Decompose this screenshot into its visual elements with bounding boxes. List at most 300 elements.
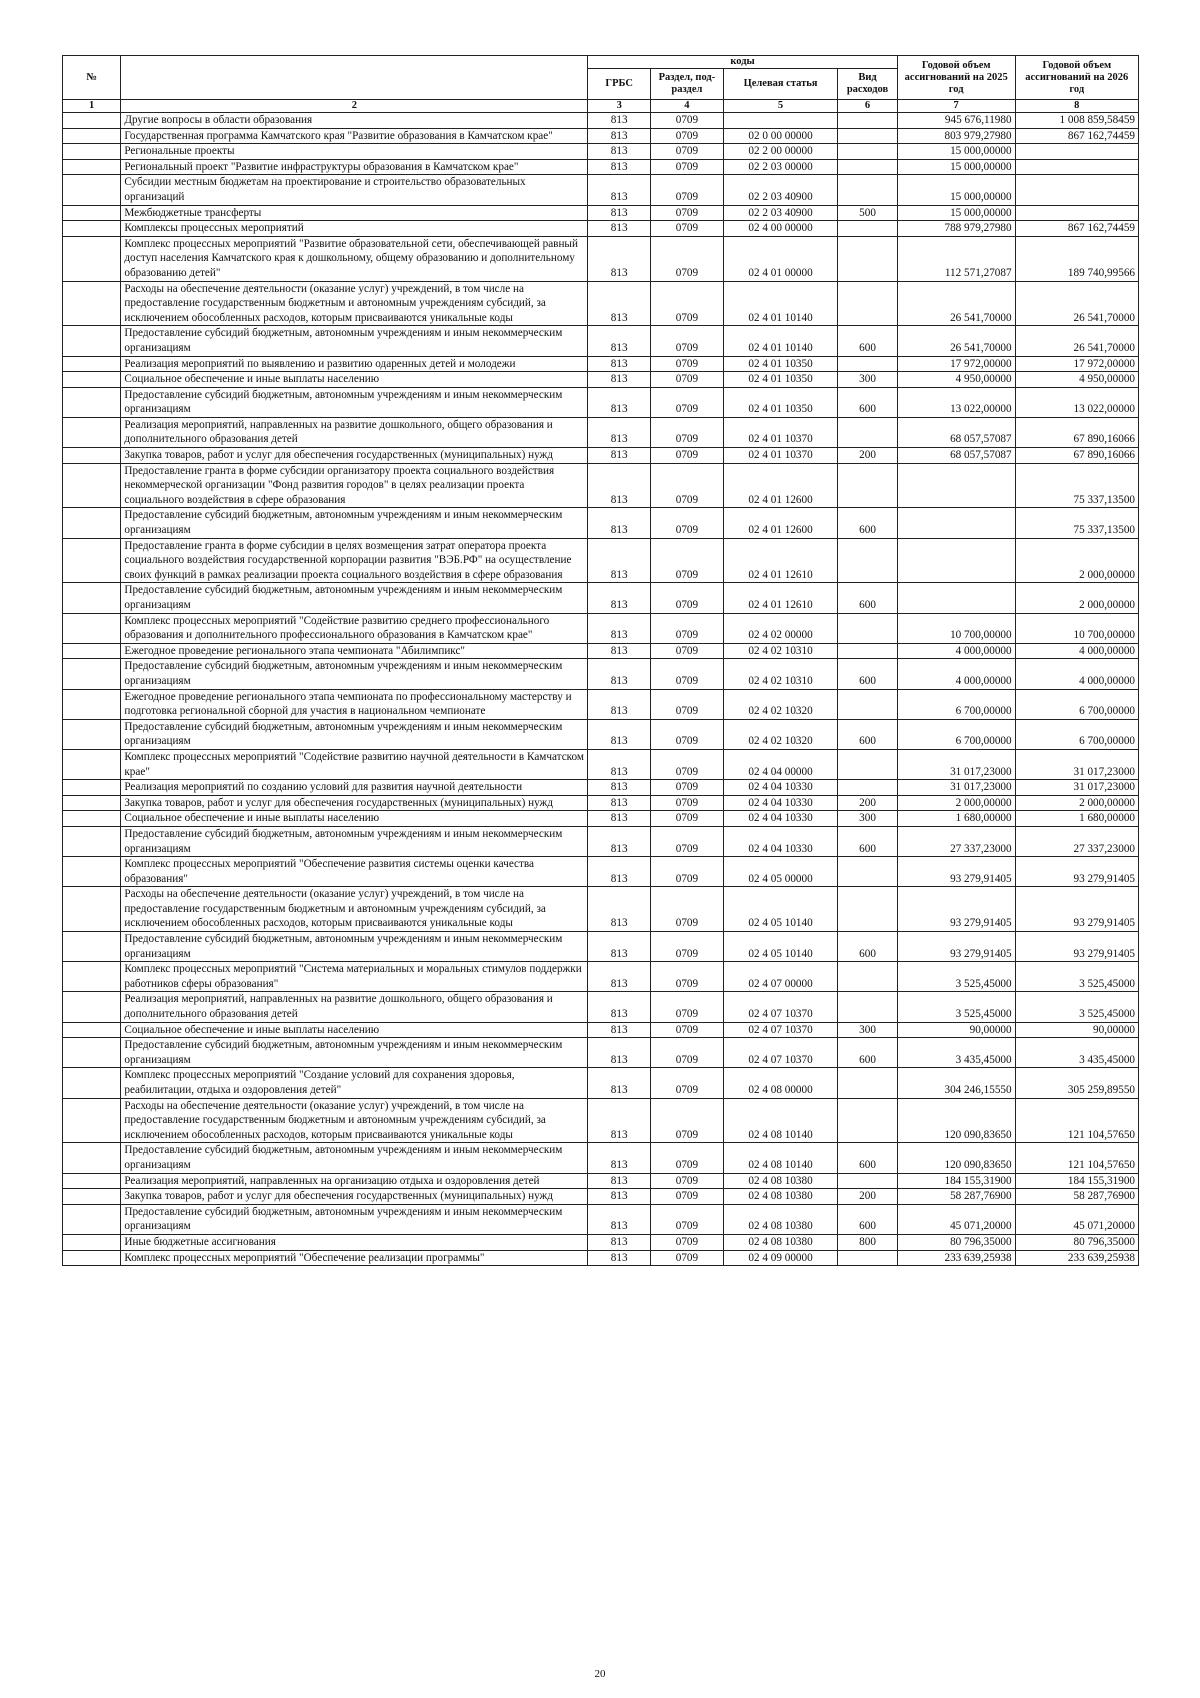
cell-target-article: 02 4 01 00000 — [723, 236, 838, 281]
cell-name: Социальное обеспечение и иные выплаты населению — [121, 811, 588, 827]
cell-grbs: 813 — [588, 356, 651, 372]
cell-target-article — [723, 113, 838, 129]
cell-expense-type: 300 — [838, 1022, 897, 1038]
cell-amount-2025: 93 279,91405 — [897, 887, 1015, 932]
cell-expense-type: 600 — [838, 659, 897, 689]
cell-expense-type: 600 — [838, 932, 897, 962]
cell-expense-type — [838, 1098, 897, 1143]
cell-amount-2025 — [897, 463, 1015, 508]
cell-amount-2025: 3 525,45000 — [897, 962, 1015, 992]
cell-target-article: 02 4 07 10370 — [723, 992, 838, 1022]
budget-sheet — [62, 55, 1139, 1266]
cell-grbs: 813 — [588, 1038, 651, 1068]
cell-number — [63, 992, 121, 1022]
cell-number — [63, 372, 121, 388]
table-row — [63, 1250, 1139, 1266]
cell-amount-2025: 10 700,00000 — [897, 613, 1015, 643]
cell-grbs: 813 — [588, 719, 651, 749]
cell-number — [63, 144, 121, 160]
cell-amount-2026: 4 000,00000 — [1015, 659, 1138, 689]
cell-amount-2025: 1 680,00000 — [897, 811, 1015, 827]
cell-amount-2026: 17 972,00000 — [1015, 356, 1138, 372]
cell-target-article: 02 2 03 40900 — [723, 175, 838, 205]
cell-amount-2025: 15 000,00000 — [897, 144, 1015, 160]
cell-expense-type: 600 — [838, 719, 897, 749]
cell-name: Предоставление гранта в форме субсидии организатору проекта социального воздействия некоммерческой организации "Фонд развития городов" в целях реализации проекта социального воздействия в сфере образования — [121, 463, 588, 508]
cell-amount-2025: 68 057,57087 — [897, 448, 1015, 464]
cell-amount-2025 — [897, 538, 1015, 583]
table-row — [63, 175, 1139, 205]
cell-amount-2025: 184 155,31900 — [897, 1173, 1015, 1189]
cell-amount-2026: 10 700,00000 — [1015, 613, 1138, 643]
cell-amount-2026: 90,00000 — [1015, 1022, 1138, 1038]
cell-grbs: 813 — [588, 372, 651, 388]
cell-number — [63, 1250, 121, 1266]
cell-amount-2026: 1 680,00000 — [1015, 811, 1138, 827]
cell-target-article: 02 4 01 10140 — [723, 281, 838, 326]
table-row — [63, 887, 1139, 932]
header-celevaya: Целевая статья — [723, 69, 838, 100]
cell-name: Закупка товаров, работ и услуг для обеспечения государственных (муниципальных) нужд — [121, 1189, 588, 1205]
cell-number — [63, 811, 121, 827]
cell-razdel: 0709 — [651, 1250, 724, 1266]
cell-name: Комплекс процессных мероприятий "Обеспечение развития системы оценки качества образования" — [121, 857, 588, 887]
cell-amount-2025: 58 287,76900 — [897, 1189, 1015, 1205]
cell-razdel: 0709 — [651, 387, 724, 417]
cell-grbs: 813 — [588, 1068, 651, 1098]
cell-number — [63, 1143, 121, 1173]
cell-name: Предоставление субсидий бюджетным, автономным учреждениям и иным некоммерческим организациям — [121, 583, 588, 613]
cell-razdel: 0709 — [651, 1038, 724, 1068]
table-row — [63, 857, 1139, 887]
cell-grbs: 813 — [588, 1143, 651, 1173]
cell-razdel: 0709 — [651, 463, 724, 508]
cell-amount-2026: 3 525,45000 — [1015, 962, 1138, 992]
cell-target-article: 02 4 07 10370 — [723, 1038, 838, 1068]
cell-target-article: 02 4 02 10310 — [723, 659, 838, 689]
cell-amount-2025: 68 057,57087 — [897, 417, 1015, 447]
table-row — [63, 356, 1139, 372]
cell-razdel: 0709 — [651, 1143, 724, 1173]
cell-expense-type: 600 — [838, 1204, 897, 1234]
cell-number — [63, 932, 121, 962]
cell-name: Комплекс процессных мероприятий "Развитие образовательной сети, обеспечивающей равный доступ населения Камчатского края к дошкольному, общему образованию и дополнительному образованию детей" — [121, 236, 588, 281]
cell-name: Предоставление субсидий бюджетным, автономным учреждениям и иным некоммерческим организациям — [121, 387, 588, 417]
colnum-8: 8 — [1015, 100, 1138, 113]
cell-number — [63, 538, 121, 583]
cell-amount-2025 — [897, 583, 1015, 613]
cell-number — [63, 281, 121, 326]
cell-name: Предоставление субсидий бюджетным, автономным учреждениям и иным некоммерческим организациям — [121, 508, 588, 538]
cell-razdel: 0709 — [651, 1204, 724, 1234]
cell-target-article: 02 4 04 10330 — [723, 826, 838, 856]
cell-name: Ежегодное проведение регионального этапа чемпионата "Абилимпикс" — [121, 643, 588, 659]
cell-amount-2026: 3 435,45000 — [1015, 1038, 1138, 1068]
cell-number — [63, 689, 121, 719]
cell-grbs: 813 — [588, 689, 651, 719]
cell-target-article: 02 4 01 12610 — [723, 583, 838, 613]
cell-razdel: 0709 — [651, 113, 724, 129]
table-row — [63, 583, 1139, 613]
cell-name: Предоставление субсидий бюджетным, автономным учреждениям и иным некоммерческим организациям — [121, 659, 588, 689]
cell-grbs: 813 — [588, 932, 651, 962]
cell-expense-type: 600 — [838, 1038, 897, 1068]
cell-amount-2025: 4 000,00000 — [897, 659, 1015, 689]
cell-amount-2025: 120 090,83650 — [897, 1143, 1015, 1173]
cell-grbs: 813 — [588, 326, 651, 356]
cell-grbs: 813 — [588, 1189, 651, 1205]
cell-amount-2026: 67 890,16066 — [1015, 417, 1138, 447]
table-row — [63, 1204, 1139, 1234]
cell-amount-2026: 233 639,25938 — [1015, 1250, 1138, 1266]
table-row — [63, 387, 1139, 417]
cell-razdel: 0709 — [651, 857, 724, 887]
cell-target-article: 02 4 09 00000 — [723, 1250, 838, 1266]
cell-name: Комплекс процессных мероприятий "Содействие развитию среднего профессионального образования и дополнительного профессионального образования в Камчатском крае" — [121, 613, 588, 643]
cell-grbs: 813 — [588, 1022, 651, 1038]
cell-expense-type: 300 — [838, 811, 897, 827]
cell-expense-type — [838, 463, 897, 508]
cell-number — [63, 175, 121, 205]
cell-amount-2026: 6 700,00000 — [1015, 719, 1138, 749]
cell-grbs: 813 — [588, 811, 651, 827]
cell-target-article: 02 4 01 10370 — [723, 448, 838, 464]
cell-amount-2025: 31 017,23000 — [897, 780, 1015, 796]
cell-razdel: 0709 — [651, 962, 724, 992]
cell-number — [63, 326, 121, 356]
cell-razdel: 0709 — [651, 159, 724, 175]
cell-amount-2025: 15 000,00000 — [897, 159, 1015, 175]
cell-expense-type — [838, 538, 897, 583]
cell-amount-2025: 2 000,00000 — [897, 795, 1015, 811]
cell-expense-type: 600 — [838, 387, 897, 417]
cell-expense-type — [838, 613, 897, 643]
cell-name: Региональный проект "Развитие инфраструктуры образования в Камчатском крае" — [121, 159, 588, 175]
cell-amount-2026: 80 796,35000 — [1015, 1234, 1138, 1250]
cell-name: Предоставление субсидий бюджетным, автономным учреждениям и иным некоммерческим организациям — [121, 826, 588, 856]
cell-amount-2026: 305 259,89550 — [1015, 1068, 1138, 1098]
cell-expense-type: 600 — [838, 326, 897, 356]
cell-number — [63, 1173, 121, 1189]
cell-name: Субсидии местным бюджетам на проектирование и строительство образовательных организаций — [121, 175, 588, 205]
cell-amount-2025: 90,00000 — [897, 1022, 1015, 1038]
cell-number — [63, 448, 121, 464]
cell-target-article: 02 0 00 00000 — [723, 128, 838, 144]
table-row — [63, 221, 1139, 237]
cell-expense-type — [838, 356, 897, 372]
table-row — [63, 1038, 1139, 1068]
table-row — [63, 326, 1139, 356]
cell-amount-2026: 4 000,00000 — [1015, 643, 1138, 659]
cell-razdel: 0709 — [651, 326, 724, 356]
cell-target-article: 02 4 00 00000 — [723, 221, 838, 237]
table-row — [63, 749, 1139, 779]
cell-name: Предоставление гранта в форме субсидии в целях возмещения затрат оператора проекта социального воздействия государственной корпорации развития "ВЭБ.РФ" на осуществление своих функций в рамках реализации проекта социального воздействия в сфере образования — [121, 538, 588, 583]
cell-target-article: 02 4 01 10350 — [723, 356, 838, 372]
cell-grbs: 813 — [588, 175, 651, 205]
header-vid: Вид расходов — [838, 69, 897, 100]
cell-expense-type — [838, 643, 897, 659]
cell-grbs: 813 — [588, 508, 651, 538]
table-row — [63, 1068, 1139, 1098]
cell-amount-2026: 31 017,23000 — [1015, 780, 1138, 796]
table-body — [63, 113, 1139, 1266]
cell-number — [63, 613, 121, 643]
cell-amount-2026: 3 525,45000 — [1015, 992, 1138, 1022]
cell-amount-2025: 304 246,15550 — [897, 1068, 1015, 1098]
table-row — [63, 508, 1139, 538]
cell-grbs: 813 — [588, 417, 651, 447]
table-row — [63, 643, 1139, 659]
cell-amount-2025: 26 541,70000 — [897, 281, 1015, 326]
cell-grbs: 813 — [588, 1250, 651, 1266]
cell-expense-type: 200 — [838, 1189, 897, 1205]
cell-grbs: 813 — [588, 236, 651, 281]
cell-name: Закупка товаров, работ и услуг для обеспечения государственных (муниципальных) нужд — [121, 448, 588, 464]
cell-number — [63, 1204, 121, 1234]
colnum-5: 5 — [723, 100, 838, 113]
cell-target-article: 02 4 05 10140 — [723, 932, 838, 962]
cell-expense-type — [838, 1068, 897, 1098]
cell-target-article: 02 4 04 10330 — [723, 780, 838, 796]
cell-target-article: 02 4 04 10330 — [723, 795, 838, 811]
cell-number — [63, 795, 121, 811]
cell-number — [63, 221, 121, 237]
cell-expense-type — [838, 887, 897, 932]
cell-grbs: 813 — [588, 992, 651, 1022]
cell-amount-2026: 31 017,23000 — [1015, 749, 1138, 779]
cell-amount-2026: 867 162,74459 — [1015, 221, 1138, 237]
cell-number — [63, 113, 121, 129]
cell-amount-2026: 75 337,13500 — [1015, 463, 1138, 508]
cell-amount-2026: 2 000,00000 — [1015, 538, 1138, 583]
cell-amount-2025: 4 950,00000 — [897, 372, 1015, 388]
cell-grbs: 813 — [588, 1234, 651, 1250]
cell-expense-type — [838, 113, 897, 129]
cell-number — [63, 962, 121, 992]
cell-amount-2025: 788 979,27980 — [897, 221, 1015, 237]
cell-expense-type — [838, 175, 897, 205]
cell-razdel: 0709 — [651, 659, 724, 689]
cell-amount-2025: 803 979,27980 — [897, 128, 1015, 144]
cell-razdel: 0709 — [651, 795, 724, 811]
header-name — [121, 56, 588, 100]
cell-name: Расходы на обеспечение деятельности (оказание услуг) учреждений, в том числе на предоставление государственным бюджетным и автономным учреждениям субсидий, за исключением обособленных расходов, которым присваиваются уникальные коды — [121, 281, 588, 326]
cell-number — [63, 159, 121, 175]
cell-target-article: 02 4 08 00000 — [723, 1068, 838, 1098]
cell-razdel: 0709 — [651, 144, 724, 160]
cell-target-article: 02 4 08 10380 — [723, 1234, 838, 1250]
cell-grbs: 813 — [588, 128, 651, 144]
cell-grbs: 813 — [588, 448, 651, 464]
cell-name: Предоставление субсидий бюджетным, автономным учреждениям и иным некоммерческим организациям — [121, 932, 588, 962]
cell-grbs: 813 — [588, 1098, 651, 1143]
cell-amount-2025: 120 090,83650 — [897, 1098, 1015, 1143]
cell-expense-type: 600 — [838, 826, 897, 856]
cell-target-article: 02 4 02 00000 — [723, 613, 838, 643]
cell-target-article: 02 2 00 00000 — [723, 144, 838, 160]
cell-razdel: 0709 — [651, 992, 724, 1022]
cell-name: Реализация мероприятий, направленных на развитие дошкольного, общего образования и дополнительного образования детей — [121, 992, 588, 1022]
cell-number — [63, 1234, 121, 1250]
cell-number — [63, 1189, 121, 1205]
cell-number — [63, 236, 121, 281]
cell-grbs: 813 — [588, 463, 651, 508]
table-row — [63, 372, 1139, 388]
cell-amount-2025: 15 000,00000 — [897, 175, 1015, 205]
cell-number — [63, 356, 121, 372]
page-number: 20 — [594, 1668, 606, 1680]
cell-name: Реализация мероприятий, направленных на развитие дошкольного, общего образования и дополнительного образования детей — [121, 417, 588, 447]
cell-amount-2025: 93 279,91405 — [897, 857, 1015, 887]
cell-name: Государственная программа Камчатского края "Развитие образования в Камчатском крае" — [121, 128, 588, 144]
cell-amount-2026: 26 541,70000 — [1015, 326, 1138, 356]
header-razdel: Раздел, под-раздел — [651, 69, 724, 100]
cell-target-article: 02 4 08 10140 — [723, 1143, 838, 1173]
cell-target-article: 02 4 08 10380 — [723, 1189, 838, 1205]
header-vol-2026: Годовой объем ассигнований на 2026 год — [1015, 56, 1138, 100]
cell-grbs: 813 — [588, 795, 651, 811]
cell-grbs: 813 — [588, 887, 651, 932]
cell-target-article: 02 4 02 10320 — [723, 689, 838, 719]
header-row-1 — [63, 56, 1139, 69]
cell-name: Иные бюджетные ассигнования — [121, 1234, 588, 1250]
cell-name: Предоставление субсидий бюджетным, автономным учреждениям и иным некоммерческим организациям — [121, 326, 588, 356]
colnum-7: 7 — [897, 100, 1015, 113]
cell-razdel: 0709 — [651, 538, 724, 583]
cell-razdel: 0709 — [651, 689, 724, 719]
cell-target-article: 02 2 03 40900 — [723, 205, 838, 221]
table-row — [63, 1098, 1139, 1143]
cell-grbs: 813 — [588, 749, 651, 779]
cell-grbs: 813 — [588, 962, 651, 992]
cell-amount-2025: 93 279,91405 — [897, 932, 1015, 962]
cell-grbs: 813 — [588, 613, 651, 643]
cell-expense-type — [838, 144, 897, 160]
colnum-4: 4 — [651, 100, 724, 113]
cell-name: Предоставление субсидий бюджетным, автономным учреждениям и иным некоммерческим организациям — [121, 719, 588, 749]
cell-name: Другие вопросы в области образования — [121, 113, 588, 129]
header-colnums — [63, 100, 1139, 113]
cell-expense-type — [838, 780, 897, 796]
cell-amount-2025: 80 796,35000 — [897, 1234, 1015, 1250]
cell-amount-2026: 58 287,76900 — [1015, 1189, 1138, 1205]
cell-target-article: 02 4 07 10370 — [723, 1022, 838, 1038]
cell-amount-2026: 184 155,31900 — [1015, 1173, 1138, 1189]
cell-razdel: 0709 — [651, 643, 724, 659]
cell-number — [63, 659, 121, 689]
budget-table — [62, 55, 1139, 1266]
table-row — [63, 992, 1139, 1022]
table-row — [63, 613, 1139, 643]
cell-expense-type — [838, 992, 897, 1022]
cell-target-article: 02 4 08 10380 — [723, 1204, 838, 1234]
cell-amount-2025: 26 541,70000 — [897, 326, 1015, 356]
cell-amount-2026: 867 162,74459 — [1015, 128, 1138, 144]
cell-amount-2025: 6 700,00000 — [897, 719, 1015, 749]
cell-grbs: 813 — [588, 205, 651, 221]
cell-number — [63, 387, 121, 417]
cell-expense-type: 300 — [838, 372, 897, 388]
cell-number — [63, 719, 121, 749]
cell-target-article: 02 4 01 10370 — [723, 417, 838, 447]
cell-number — [63, 508, 121, 538]
cell-expense-type — [838, 281, 897, 326]
cell-number — [63, 643, 121, 659]
cell-name: Социальное обеспечение и иные выплаты населению — [121, 372, 588, 388]
cell-target-article: 02 4 07 00000 — [723, 962, 838, 992]
cell-amount-2026: 67 890,16066 — [1015, 448, 1138, 464]
cell-amount-2025: 45 071,20000 — [897, 1204, 1015, 1234]
cell-amount-2026: 2 000,00000 — [1015, 795, 1138, 811]
cell-razdel: 0709 — [651, 749, 724, 779]
cell-number — [63, 128, 121, 144]
cell-expense-type — [838, 962, 897, 992]
cell-razdel: 0709 — [651, 1022, 724, 1038]
header-codes: коды — [588, 56, 897, 69]
cell-amount-2025: 15 000,00000 — [897, 205, 1015, 221]
header-vol-2025: Годовой объем ассигнований на 2025 год — [897, 56, 1015, 100]
cell-target-article: 02 4 01 10350 — [723, 387, 838, 417]
cell-name: Комплекс процессных мероприятий "Создание условий для сохранения здоровья, реабилитации, отдыха и оздоровления детей" — [121, 1068, 588, 1098]
cell-name: Межбюджетные трансферты — [121, 205, 588, 221]
cell-amount-2026: 26 541,70000 — [1015, 281, 1138, 326]
cell-expense-type: 600 — [838, 508, 897, 538]
cell-expense-type — [838, 236, 897, 281]
table-row — [63, 281, 1139, 326]
cell-razdel: 0709 — [651, 221, 724, 237]
cell-razdel: 0709 — [651, 1173, 724, 1189]
cell-name: Комплексы процессных мероприятий — [121, 221, 588, 237]
table-row — [63, 159, 1139, 175]
cell-razdel: 0709 — [651, 417, 724, 447]
colnum-2: 2 — [121, 100, 588, 113]
cell-razdel: 0709 — [651, 583, 724, 613]
cell-expense-type: 800 — [838, 1234, 897, 1250]
cell-target-article: 02 4 02 10310 — [723, 643, 838, 659]
cell-name: Социальное обеспечение и иные выплаты населению — [121, 1022, 588, 1038]
cell-razdel: 0709 — [651, 372, 724, 388]
table-row — [63, 205, 1139, 221]
cell-grbs: 813 — [588, 1173, 651, 1189]
cell-name: Комплекс процессных мероприятий "Содействие развитию научной деятельности в Камчатском крае" — [121, 749, 588, 779]
cell-grbs: 813 — [588, 281, 651, 326]
colnum-3: 3 — [588, 100, 651, 113]
cell-amount-2025: 233 639,25938 — [897, 1250, 1015, 1266]
cell-name: Ежегодное проведение регионального этапа чемпионата по профессиональному мастерству и подготовка региональной сборной для участия в национальном чемпионате — [121, 689, 588, 719]
cell-expense-type — [838, 159, 897, 175]
cell-expense-type: 600 — [838, 1143, 897, 1173]
cell-amount-2025: 6 700,00000 — [897, 689, 1015, 719]
cell-name: Региональные проекты — [121, 144, 588, 160]
cell-razdel: 0709 — [651, 613, 724, 643]
cell-razdel: 0709 — [651, 356, 724, 372]
cell-number — [63, 1022, 121, 1038]
cell-amount-2026 — [1015, 144, 1138, 160]
cell-grbs: 813 — [588, 583, 651, 613]
cell-amount-2025: 17 972,00000 — [897, 356, 1015, 372]
table-row — [63, 689, 1139, 719]
table-row — [63, 144, 1139, 160]
cell-number — [63, 417, 121, 447]
table-row — [63, 448, 1139, 464]
cell-expense-type — [838, 749, 897, 779]
cell-grbs: 813 — [588, 538, 651, 583]
cell-amount-2026 — [1015, 159, 1138, 175]
cell-target-article: 02 4 08 10140 — [723, 1098, 838, 1143]
table-row — [63, 1022, 1139, 1038]
cell-target-article: 02 4 01 10140 — [723, 326, 838, 356]
